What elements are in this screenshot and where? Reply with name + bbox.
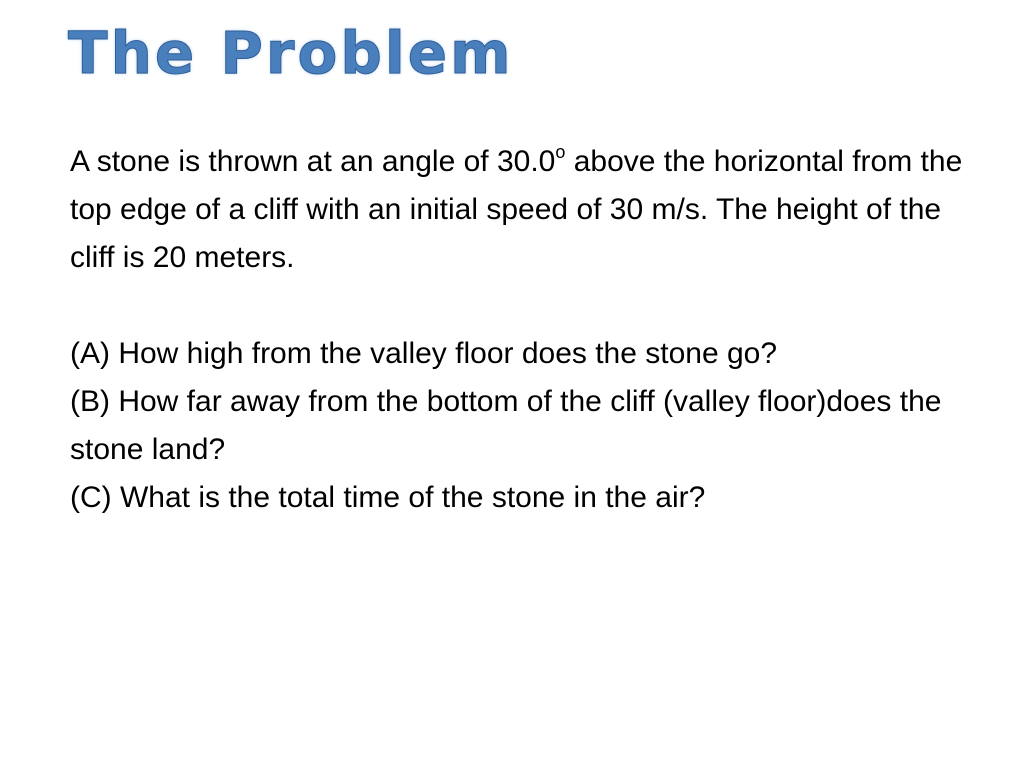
question-a: (A) How high from the valley floor does the stone go? bbox=[70, 337, 778, 370]
question-c: (C) What is the total time of the stone in the air? bbox=[70, 481, 706, 514]
slide-title: The Problem bbox=[68, 19, 514, 87]
problem-text-part2: above the horizontal from the top edge of a cliff with an initial speed of 30 m/s. The height of the cliff is 20 meters. bbox=[70, 145, 963, 274]
question-b: (B) How far away from the bottom of the cliff (valley floor)does the stone land? bbox=[70, 385, 942, 466]
slide-body bbox=[70, 138, 970, 522]
degree-superscript: o bbox=[555, 142, 566, 162]
problem-statement bbox=[70, 138, 970, 282]
problem-text-part1: A stone is thrown at an angle of 30.0 bbox=[70, 145, 556, 178]
paragraph-spacer bbox=[70, 282, 970, 330]
